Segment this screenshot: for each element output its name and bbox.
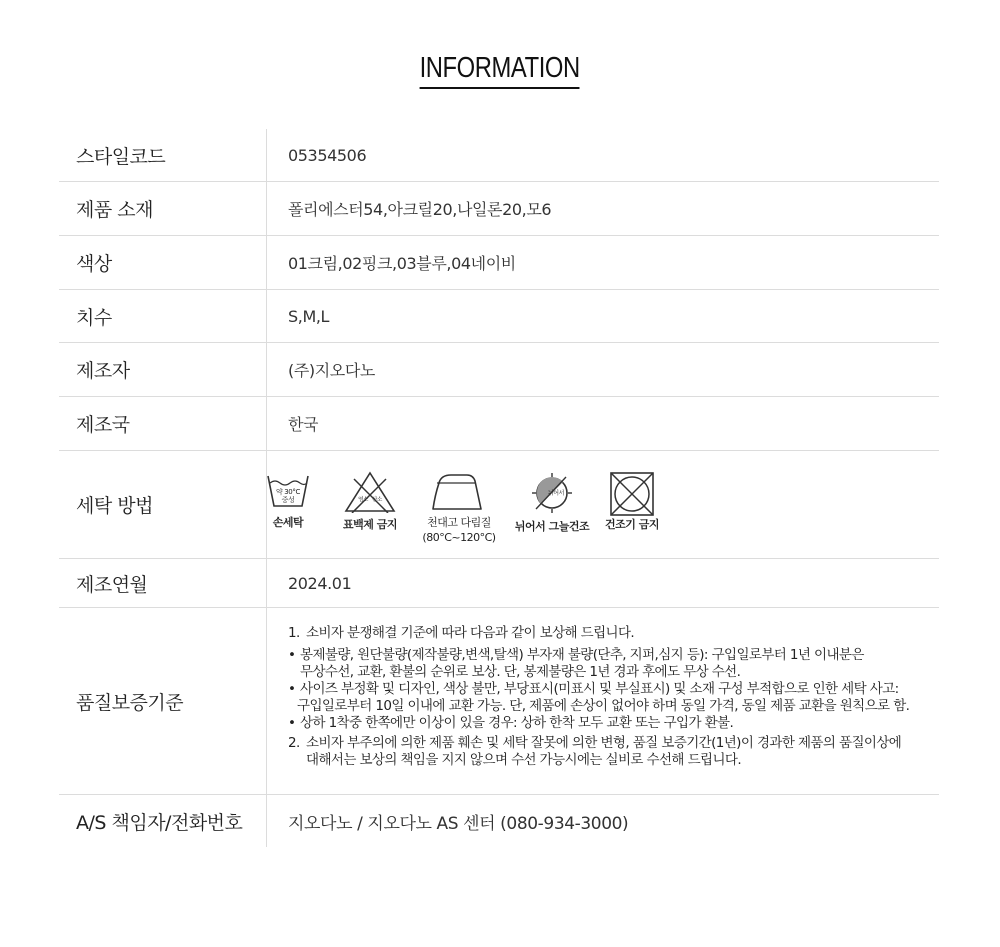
care-caption-temp: (80°C~120°C)	[422, 531, 496, 544]
care-caption: 천대고 다림질	[427, 516, 491, 529]
care-caption: 건조기 금지	[605, 518, 659, 531]
row-value: 01크림,02핑크,03블루,04네이비	[288, 254, 516, 273]
care-caption: 뉘어서 그늘건조	[514, 520, 590, 533]
care-no-bleach	[341, 471, 399, 545]
row-country	[59, 397, 939, 451]
iron-icon	[429, 471, 489, 513]
quality-item-2: 2. 소비자 부주의에 의한 제품 훼손 및 세탁 잘못에 의한 변형, 품질 보증기간(1년)이 경과한 제품의 품질이상에	[288, 735, 902, 751]
no-bleach-chlorine: 염소	[358, 497, 368, 503]
care-caption: 표백제 금지	[343, 518, 397, 531]
info-table	[59, 129, 939, 847]
hand-wash-detergent: 중성	[281, 496, 295, 504]
no-tumble-dry-icon	[609, 471, 655, 517]
hand-wash-icon	[267, 471, 309, 511]
page-title-text: INFORMATION	[420, 50, 580, 89]
row-value: 2024.01	[288, 573, 352, 593]
quality-policy	[267, 608, 939, 794]
row-label: 스타일코드	[59, 129, 267, 181]
hand-wash-temp: 약 30°C	[276, 488, 300, 496]
care-no-tumble-dry	[600, 471, 664, 545]
quality-bullet-3: • 상하 1착중 한쪽에만 이상이 있을 경우: 상하 한착 모두 교환 또는 구입가 환불.	[288, 715, 734, 731]
row-care	[59, 451, 939, 559]
flat-dry-label: 뉘어서	[547, 490, 565, 497]
care-icons	[267, 451, 939, 558]
care-caption: 손세탁	[272, 516, 304, 529]
row-value: 폴리에스터54,아크릴20,나일론20,모6	[288, 200, 552, 219]
row-label: 제조연월	[59, 559, 267, 607]
row-value: 지오다노 / 지오다노 AS 센터 (080-934-3000)	[288, 813, 629, 834]
row-color	[59, 236, 939, 290]
quality-bullet-1-cont: 무상수선, 교환, 환불의 순위로 보상. 단, 봉제불량은 1년 경과 후에도 무상 수선.	[300, 664, 741, 680]
row-label: 제조자	[59, 343, 267, 396]
row-value: 05354506	[288, 145, 367, 165]
quality-item-2-cont: 대해서는 보상의 책임을 지지 않으며 수선 가능시에는 실비로 수선해 드립니다.	[306, 752, 742, 768]
no-bleach-icon	[344, 471, 396, 513]
row-value: 한국	[288, 415, 319, 434]
row-as	[59, 795, 939, 847]
row-label: A/S 책임자/전화번호	[59, 795, 267, 847]
quality-item-1: 1. 소비자 분쟁해결 기준에 따라 다음과 같이 보상해 드립니다.	[288, 625, 635, 641]
row-label: 품질보증기준	[59, 608, 267, 794]
care-flat-dry-shade	[512, 471, 592, 545]
row-value: S,M,L	[288, 306, 330, 326]
row-label: 세탁 방법	[59, 451, 267, 558]
row-label: 제품 소재	[59, 182, 267, 235]
row-quality	[59, 608, 939, 795]
row-value: (주)지오다노	[288, 361, 375, 380]
quality-bullet-1: • 봉제불량, 원단불량(제작불량,변색,탈색) 부자재 불량(단추, 지퍼,심지 등): 구입일로부터 1년 이내분은	[288, 647, 864, 663]
no-bleach-oxygen: 산소	[372, 497, 382, 503]
row-date	[59, 559, 939, 608]
quality-bullet-2-cont: 구입일로부터 10일 이내에 교환 가능. 단, 제품에 손상이 없어야 하며 동일 가격, 동일 제품 교환을 원칙으로 함.	[297, 698, 910, 714]
row-label: 제조국	[59, 397, 267, 450]
quality-bullet-2: • 사이즈 부정확 및 디자인, 색상 불만, 부당표시(미표시 및 부실표시) 및 소재 구성 부적합으로 인한 세탁 사고:	[288, 681, 899, 697]
row-material	[59, 182, 939, 236]
row-maker	[59, 343, 939, 397]
row-size	[59, 290, 939, 343]
flat-dry-shade-icon	[528, 471, 576, 515]
care-iron	[423, 471, 495, 545]
row-style-code	[59, 129, 939, 182]
row-label: 치수	[59, 290, 267, 342]
care-hand-wash	[267, 471, 309, 545]
page-title	[0, 50, 1000, 89]
row-label: 색상	[59, 236, 267, 289]
